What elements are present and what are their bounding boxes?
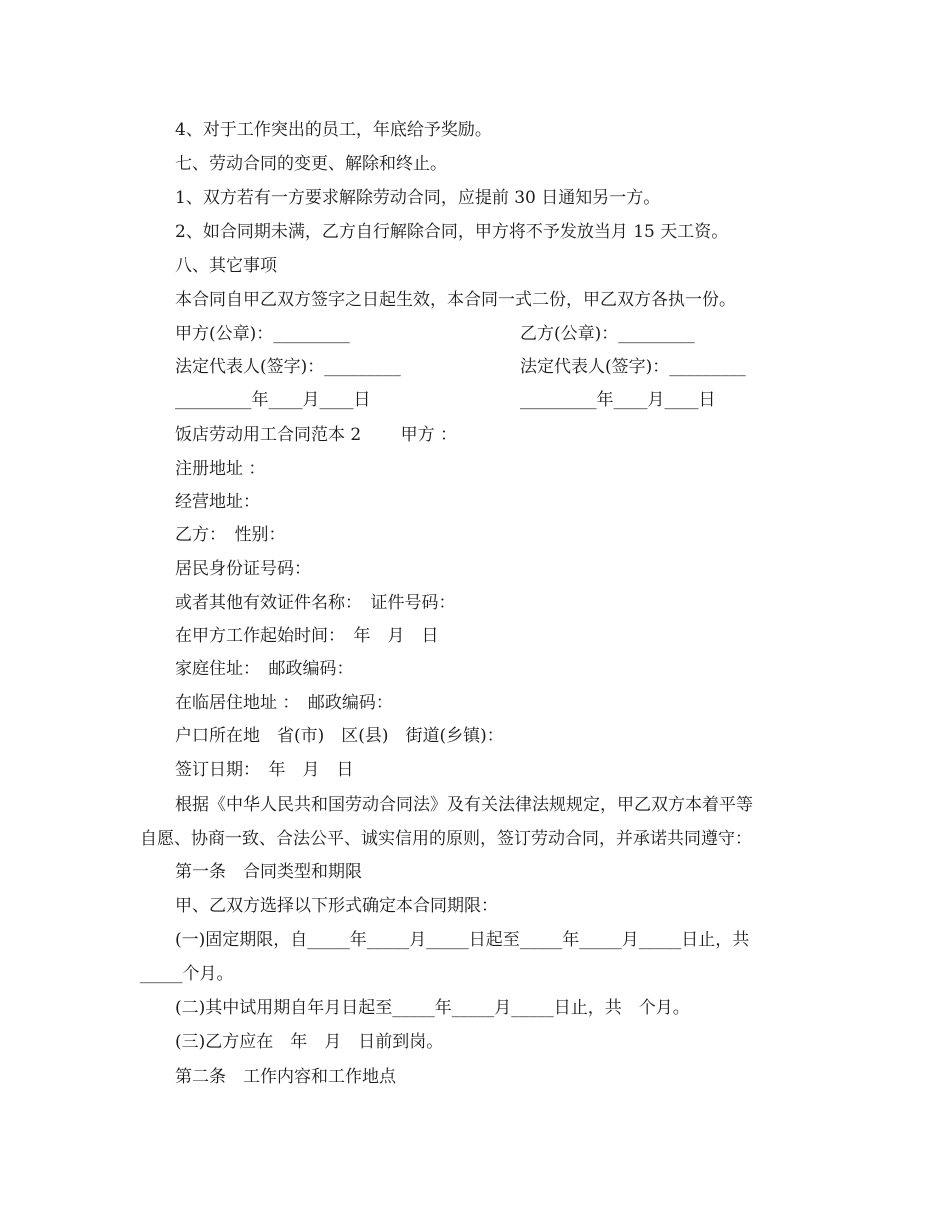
preamble-line: 根据《中华人民共和国劳动合同法》及有关法律法规规定，甲乙双方本着平等 [175,795,753,815]
term-clause: (一)固定期限，自_____年_____月_____日起至_____年_____月_____日止，共 [175,930,750,950]
party-a-representative: 法定代表人(签字)：_________ [175,357,401,377]
text-line: 2、如合同期未满，乙方自行解除合同，甲方将不予发放当月 15 天工资。 [175,222,729,242]
form-field: 经营地址： [175,492,260,512]
term-clause: _____个月。 [140,964,234,984]
form-field: 户口所在地 省(市) 区(县) 街道(乡镇)： [175,726,504,746]
form-field: 家庭住址： 邮政编码： [175,659,354,679]
form-field: 居民身份证号码： [175,559,311,579]
article-heading: 第一条 合同类型和期限 [175,862,362,882]
form-field: 乙方： 性别： [175,525,286,545]
form-field: 在临居住地址 ： 邮政编码： [175,693,393,713]
text-line: 本合同自甲乙双方签字之日起生效，本合同一式二份，甲乙双方各执一份。 [175,290,736,310]
party-a-seal: 甲方(公章)：_________ [175,324,350,344]
contract-title: 饭店劳动用工合同范本 2 甲方 ： [175,425,458,445]
form-field: 签订日期： 年 月 日 [175,760,354,780]
article-heading: 第二条 工作内容和工作地点 [175,1067,396,1087]
term-clause: (二)其中试用期自年月日起至_____年_____月_____日止，共 个月。 [175,998,690,1018]
party-b-seal: 乙方(公章)：_________ [520,324,695,344]
text-line: 4、对于工作突出的员工，年底给予奖励。 [175,120,492,140]
section-heading: 八、其它事项 [175,256,277,276]
party-b-date: _________年____月____日 [520,390,716,410]
term-clause: (三)乙方应在 年 月 日前到岗。 [175,1032,444,1052]
text-line: 1、双方若有一方要求解除劳动合同，应提前 30 日通知另一方。 [175,188,661,208]
party-b-representative: 法定代表人(签字)：_________ [520,357,746,377]
form-field: 注册地址 ： [175,459,266,479]
text-line: 甲、乙双方选择以下形式确定本合同期限： [175,896,498,916]
form-field: 或者其他有效证件名称： 证件号码： [175,593,456,613]
party-a-date: _________年____月____日 [175,390,371,410]
preamble-line: 自愿、协商一致、合法公平、诚实信用的原则，签订劳动合同，并承诺共同遵守： [140,829,752,849]
form-field: 在甲方工作起始时间： 年 月 日 [175,626,439,646]
section-heading: 七、劳动合同的变更、解除和终止。 [175,154,447,174]
